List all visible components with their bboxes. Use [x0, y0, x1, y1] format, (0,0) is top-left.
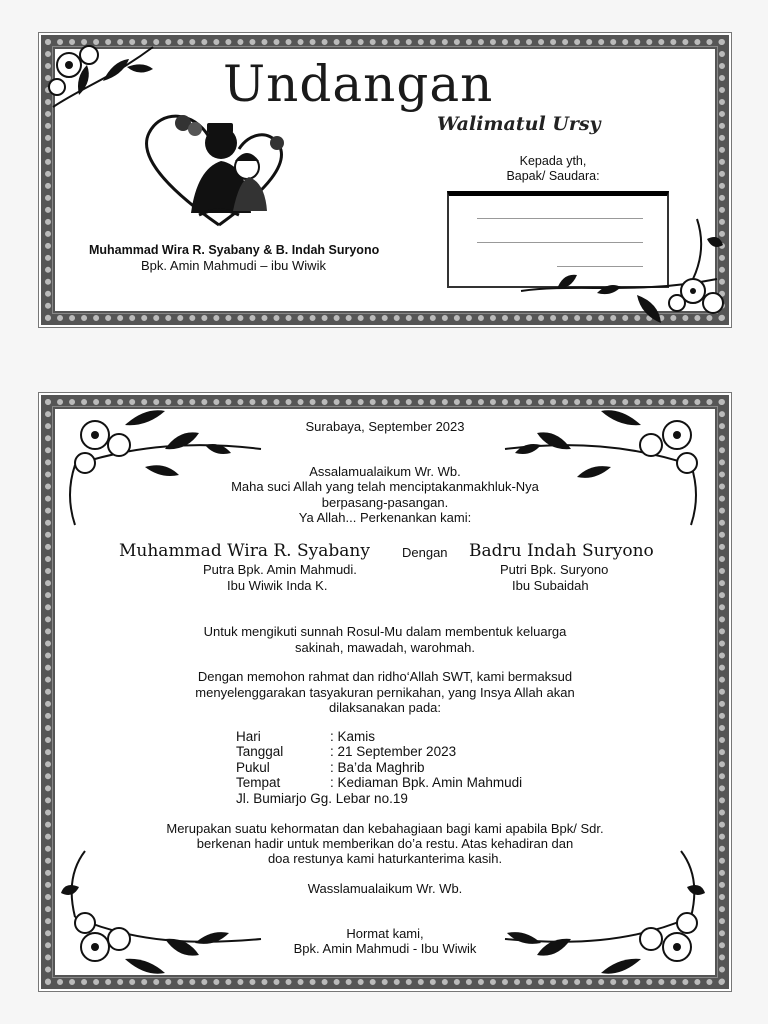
sign-off: Hormat kami,: [346, 926, 424, 941]
groom-mother: Ibu Wiwik Inda K.: [227, 578, 328, 593]
connector-word: Dengan: [402, 545, 448, 560]
detail-value-tempat: : Kediaman Bpk. Amin Mahmudi: [330, 775, 523, 790]
detail-value-hari: : Kamis: [330, 729, 376, 744]
detail-label-tanggal: Tanggal: [236, 744, 284, 759]
request-line-3: dilaksanakan pada:: [328, 700, 442, 715]
groom-name: Muhammad Wira R. Syabany: [119, 541, 370, 561]
detail-value-tanggal: : 21 September 2023: [330, 744, 457, 759]
detail-value-pukul: : Ba’da Maghrib: [330, 760, 425, 775]
groom-father: Putra Bpk. Amin Mahmudi.: [203, 562, 357, 577]
signature: Bpk. Amin Mahmudi - Ibu Wiwik: [293, 941, 477, 956]
parents-names: Bpk. Amin Mahmudi – ibu Wiwik: [141, 258, 326, 273]
detail-label-pukul: Pukul: [236, 760, 270, 775]
detail-address: Jl. Bumiarjo Gg. Lebar no.19: [236, 791, 408, 806]
opening-line-1: Maha suci Allah yang telah menciptakanmakhluk-Nya: [231, 479, 539, 494]
envelope-card: [38, 32, 732, 328]
farewell: Wasslamualaikum Wr. Wb.: [307, 881, 463, 896]
opening-greeting: Assalamualaikum Wr. Wb.: [309, 464, 461, 479]
closing-line-2: berkenan hadir untuk memberikan do’a restu. Atas kehadiran dan: [196, 836, 574, 851]
closing-line-1: Merupakan suatu kehormatan dan kebahagiaan bagi kami apabila Bpk/ Sdr.: [166, 821, 604, 836]
purpose-line-2: sakinah, mawadah, warohmah.: [295, 640, 475, 655]
floral-corner-bottom-right: [517, 199, 729, 325]
opening-line-3: Ya Allah... Perkenankan kami:: [298, 510, 472, 525]
envelope-title: Undangan: [223, 55, 494, 113]
floral-corner-bottom-right: [501, 847, 717, 977]
place-date: Surabaya, September 2023: [305, 419, 465, 434]
detail-label-hari: Hari: [236, 729, 261, 744]
couple-heart-illustration: [139, 103, 299, 233]
invitation-card: [38, 392, 732, 992]
floral-corner-bottom-left: [55, 847, 265, 977]
opening-line-2: berpasang-pasangan.: [321, 495, 449, 510]
bride-name: Badru Indah Suryono: [469, 541, 654, 561]
bride-father: Putri Bpk. Suryono: [500, 562, 609, 577]
request-line-2: menyelenggarakan tasyakuran pernikahan, yang Insya Allah akan: [195, 685, 575, 700]
request-line-1: Dengan memohon rahmat dan ridho‘Allah SWT, kami bermaksud: [197, 669, 573, 684]
purpose-line-1: Untuk mengikuti sunnah Rosul-Mu dalam membentuk keluarga: [203, 624, 567, 639]
closing-line-3: doa restunya kami haturkanterima kasih.: [267, 851, 503, 866]
recipient-label: Bapak/ Saudara:: [506, 169, 600, 183]
bride-mother: Ibu Subaidah: [512, 578, 589, 593]
envelope-subtitle: Walimatul Ursy: [437, 113, 601, 135]
recipient-greeting: Kepada yth,: [519, 154, 587, 168]
detail-label-tempat: Tempat: [236, 775, 281, 790]
couple-names: Muhammad Wira R. Syabany & B. Indah Suryono: [89, 243, 380, 257]
